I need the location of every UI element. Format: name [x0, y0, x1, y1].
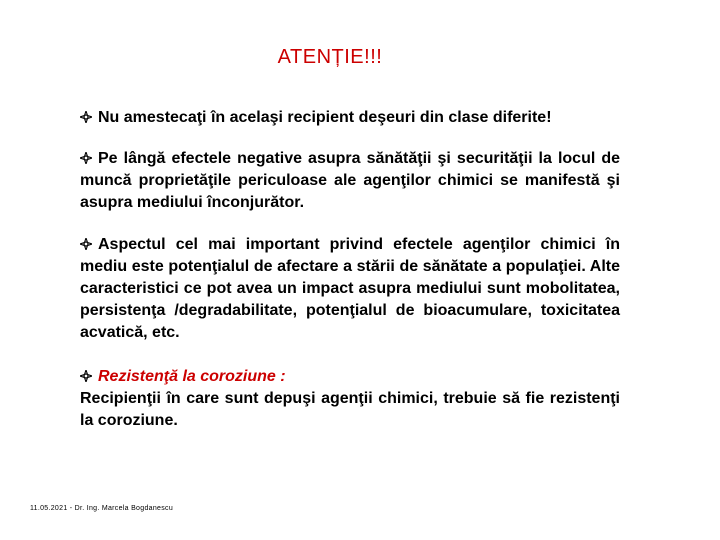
diamond-bullet-icon [80, 152, 92, 164]
diamond-bullet-icon [80, 370, 92, 382]
bullet-heading: Rezistenţă la coroziune : [98, 368, 286, 385]
bullet-text: Recipienţii în care sunt depuşi agenţii chimici, trebuie să fie rezistenţi la coroziune. [80, 390, 620, 429]
bullet-item-4 [80, 366, 620, 432]
bullet-item-2 [80, 148, 620, 214]
diamond-bullet-icon [80, 111, 92, 123]
slide-footer: 11.05.2021 - Dr. Ing. Marcela Bogdanescu [30, 505, 174, 512]
bullet-item-1 [80, 107, 620, 129]
diamond-bullet-icon [80, 238, 92, 250]
bullet-text: Nu amestecaţi în acelaşi recipient deşeuri din clase diferite! [98, 109, 552, 126]
bullet-text: Pe lângă efectele negative asupra sănătăţii şi securităţii la locul de muncă proprietăţile periculoase ale agenţilor chimici se manifestă şi asupra mediului înconjurător. [80, 150, 620, 211]
slide-title: ATENȚIE!!! [277, 46, 383, 68]
bullet-item-3 [80, 234, 620, 344]
bullet-text: Aspectul cel mai important privind efectele agenţilor chimici în mediu este potenţialul de afectare a stării de sănătate a populaţiei. Alte caracteristici ce pot avea un impact asupra mediului sunt mobolitatea, persistenţa /degradabilitate, potenţialul de bioacumulare, toxicitatea acvatică, etc. [80, 236, 620, 341]
